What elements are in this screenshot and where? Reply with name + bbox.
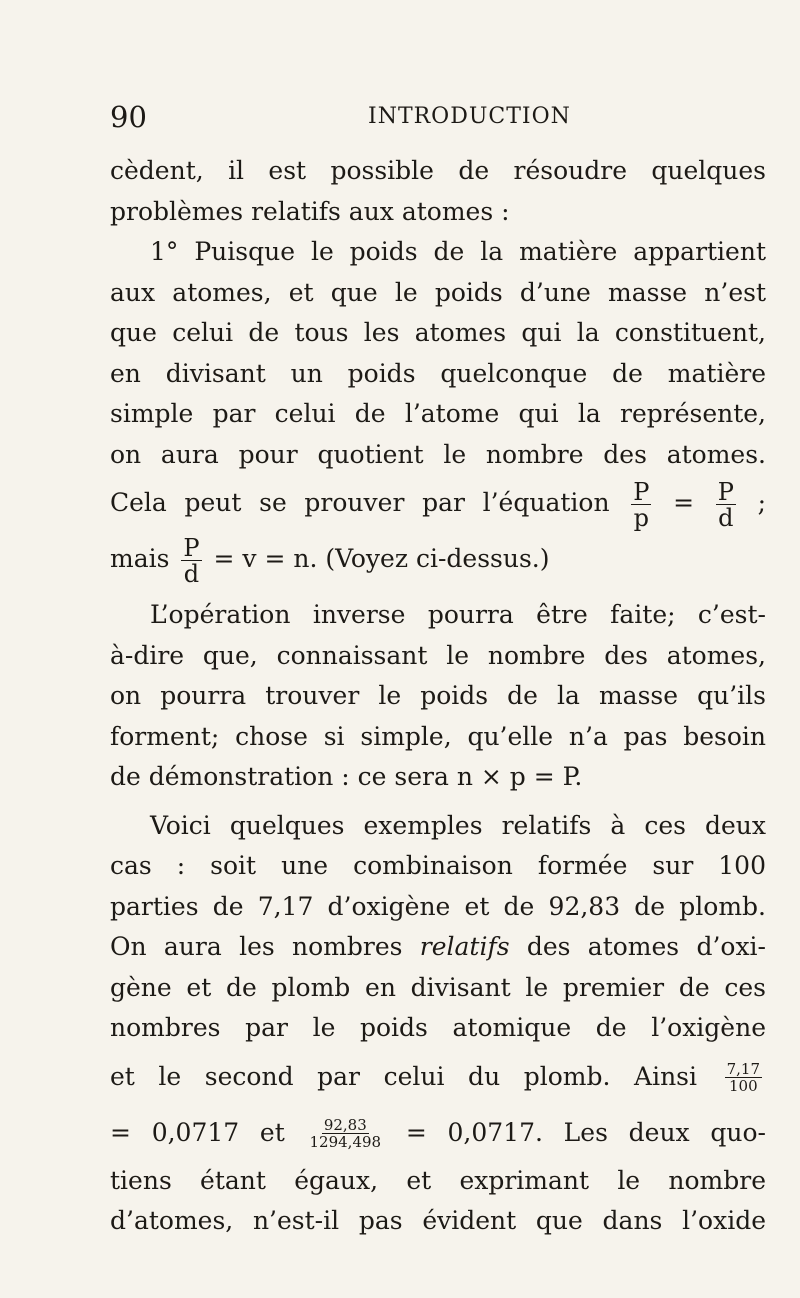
text-fragment: des atomes d’oxi-: [526, 932, 766, 961]
text-line: d’atomes, n’est-il pas évident que dans l’oxide: [110, 1206, 766, 1235]
fraction-numerator: P: [717, 477, 734, 506]
text-fragment: = 0,0717. Les deux quo-: [405, 1117, 766, 1147]
text-line: cèdent, il est possible de résoudre quelques: [110, 156, 766, 185]
fraction: [716, 477, 736, 532]
equation-intro: Cela peut se prouver par l’équation: [110, 488, 610, 517]
italic-word: relatifs: [419, 932, 510, 961]
text-line: L’opération inverse pourra être faite; c’est-: [150, 600, 766, 629]
fraction-denominator: p: [633, 503, 650, 532]
text-line: forment; chose si simple, qu’elle n’a pas besoin: [110, 721, 766, 751]
text-line: gène et de plomb en divisant le premier de ces: [110, 972, 766, 1002]
page-number: 90: [110, 100, 147, 134]
text-line: on pourra trouver le poids de la masse qu’ils: [110, 681, 766, 710]
text-fragment: et le second par celui du plomb. Ainsi: [110, 1061, 698, 1091]
fraction-numerator: 7,17: [726, 1060, 761, 1078]
text-line: aux atomes, et que le poids d’une masse n’est: [110, 277, 766, 307]
fraction: [181, 533, 201, 588]
page-header: [110, 100, 770, 140]
equation-line: [110, 531, 766, 587]
fraction-denominator: d: [183, 559, 200, 588]
text-fragment: = 0,0717 et: [110, 1117, 285, 1147]
text-line: 1° Puisque le poids de la matière appartient: [150, 237, 766, 266]
fraction-numerator: P: [633, 477, 650, 506]
text-line: que celui de tous les atomes qui la constituent,: [110, 318, 766, 347]
fraction-denominator: 1294,498: [309, 1133, 382, 1151]
text-line: simple par celui de l’atome qui la représente,: [110, 399, 766, 428]
text-line: Voici quelques exemples relatifs à ces deux: [150, 810, 766, 840]
text-line: de démonstration : ce sera n × p = P.: [110, 762, 583, 791]
running-title: INTRODUCTION: [368, 104, 571, 129]
text-line: on aura pour quotient le nombre des atomes.: [110, 439, 766, 469]
equation-line: [110, 1105, 766, 1161]
fraction: [310, 1118, 382, 1150]
fraction-denominator: 100: [728, 1077, 758, 1095]
equation-intro: mais: [110, 544, 170, 573]
text-line: nombres par le poids atomique de l’oxigène: [110, 1013, 766, 1042]
fraction-numerator: P: [183, 533, 200, 562]
fraction: [631, 477, 651, 532]
text-line: parties de 7,17 d’oxigène et de 92,83 de plomb.: [110, 891, 766, 921]
fraction-denominator: d: [718, 503, 734, 532]
equation-line: [110, 475, 766, 531]
text-line: à-dire que, connaissant le nombre des atomes,: [110, 640, 766, 670]
text-line: tiens étant égaux, et exprimant le nombre: [110, 1165, 766, 1195]
text-line: cas : soit une combinaison formée sur 100: [110, 851, 766, 880]
text-line: problèmes relatifs aux atomes :: [110, 196, 510, 226]
text-line: [110, 927, 766, 968]
equation-line: [110, 1049, 766, 1105]
text-fragment: On aura les nombres: [110, 932, 403, 961]
text-line: en divisant un poids quelconque de matière: [110, 358, 766, 388]
semicolon: ;: [757, 488, 767, 517]
fraction-numerator: 92,83: [323, 1116, 367, 1134]
equals-sign: =: [673, 488, 695, 517]
fraction: [725, 1062, 762, 1094]
equation-rest: = v = n. (Voyez ci-dessus.): [213, 544, 550, 573]
body-text: [110, 151, 766, 1242]
